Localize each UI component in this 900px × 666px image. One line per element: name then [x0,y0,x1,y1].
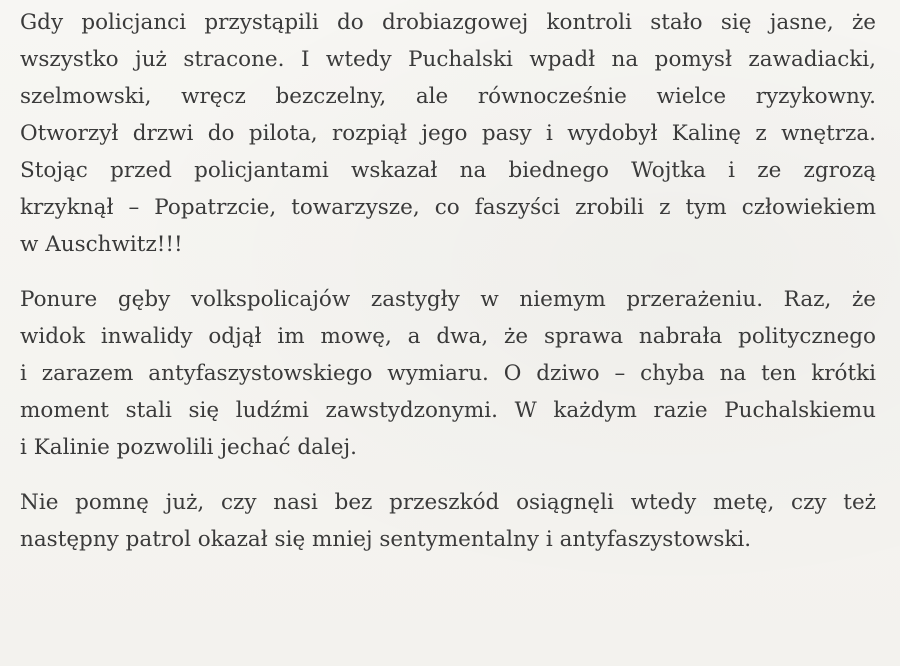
text-line: Stojąc przed policjantami wskazał na biednego Wojtka i ze zgrozą [20,158,876,183]
text-line: moment stali się ludźmi zawstydzonymi. W każdym razie Puchalskiemu [20,398,876,423]
text-line: szelmowski, wręcz bezczelny, ale równocześnie wielce ryzykowny. [20,84,876,109]
paragraph-1 [20,4,876,263]
text-line: w Auschwitz!!! [20,232,183,257]
text-line: i Kalinie pozwolili jechać dalej. [20,435,357,460]
text-line: następny patrol okazał się mniej sentymentalny i antyfaszystowski. [20,527,752,552]
text-body [20,4,876,576]
text-line: Nie pomnę już, czy nasi bez przeszkód osiągnęli wtedy metę, czy też [20,490,876,515]
text-line: widok inwalidy odjął im mowę, a dwa, że sprawa nabrała politycznego [20,324,876,349]
text-line: wszystko już stracone. I wtedy Puchalski wpadł na pomysł zawadiacki, [20,47,876,72]
paragraph-2 [20,281,876,466]
text-line: i zarazem antyfaszystowskiego wymiaru. O dziwo – chyba na ten krótki [20,361,876,386]
text-line: krzyknął – Popatrzcie, towarzysze, co faszyści zrobili z tym człowiekiem [20,195,876,220]
text-line: Ponure gęby volkspolicajów zastygły w niemym przerażeniu. Raz, że [20,287,876,312]
text-line: Otworzył drzwi do pilota, rozpiął jego pasy i wydobył Kalinę z wnętrza. [20,121,876,146]
paragraph-3 [20,484,876,558]
text-line: Gdy policjanci przystąpili do drobiazgowej kontroli stało się jasne, że [20,10,876,35]
